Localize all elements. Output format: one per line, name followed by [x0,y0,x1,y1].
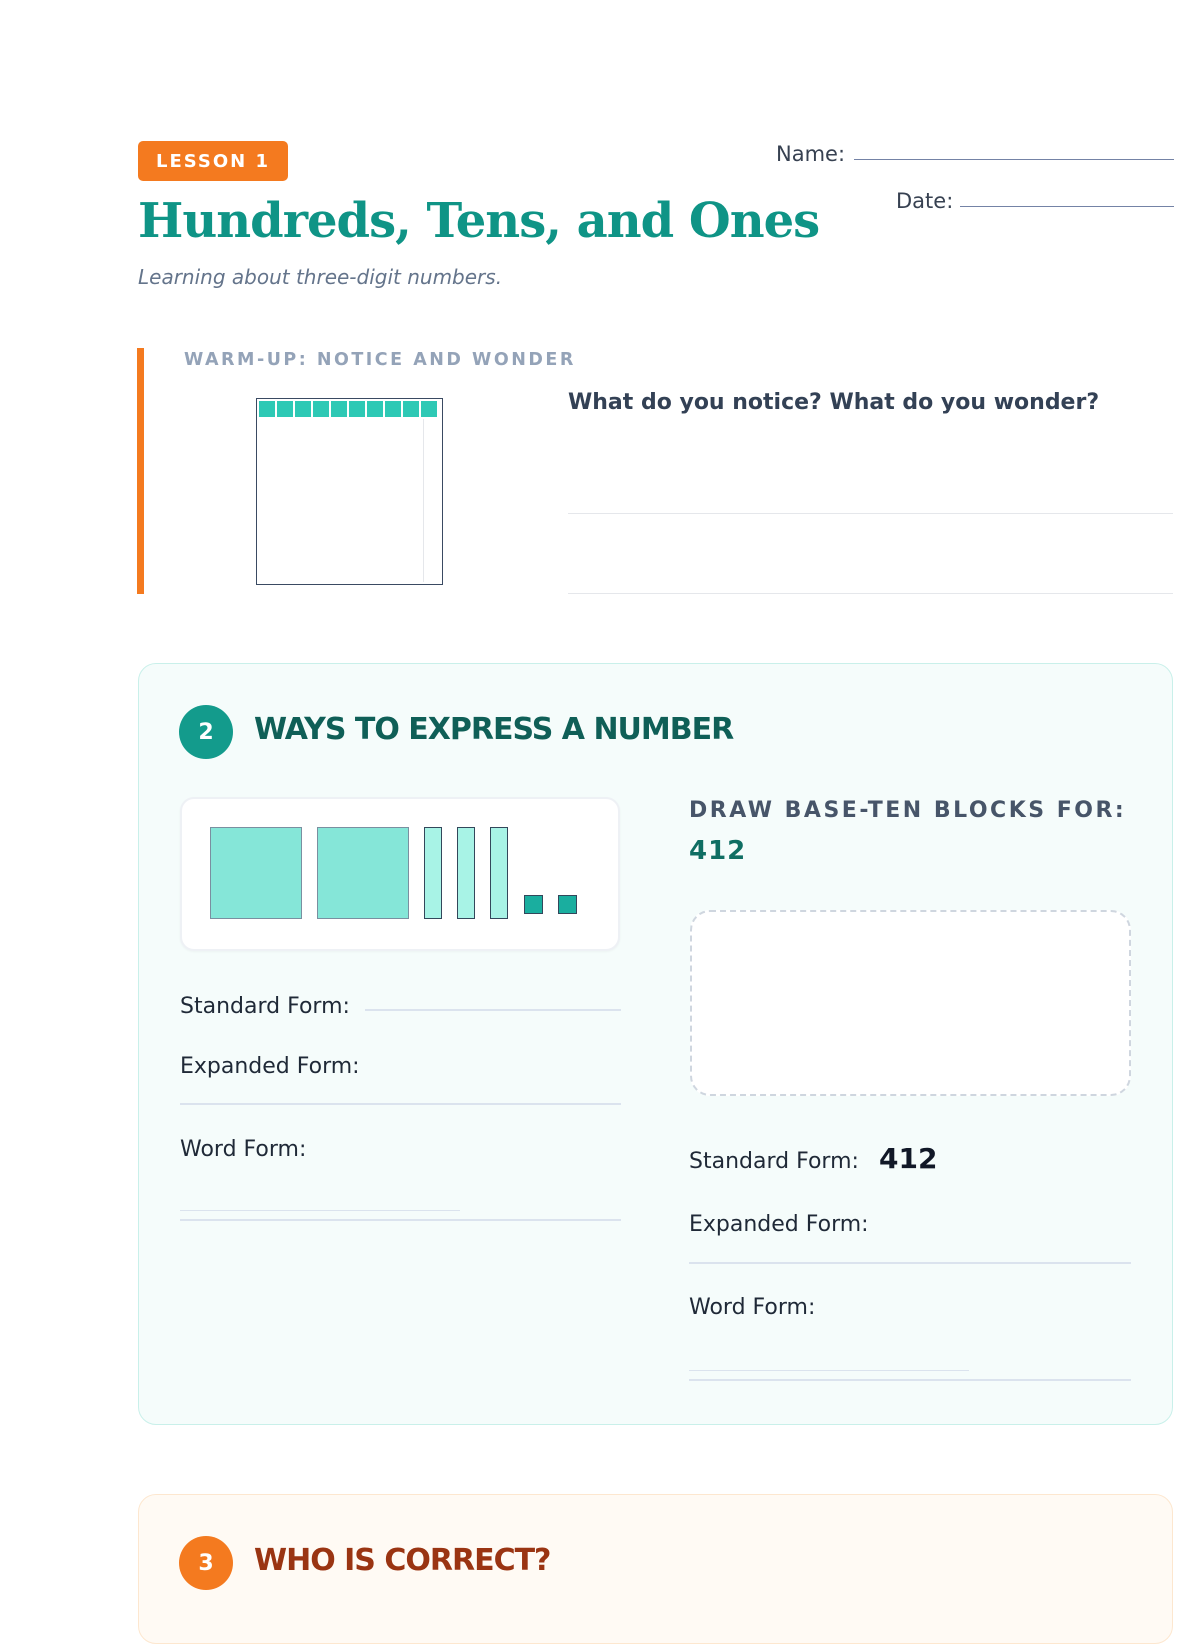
ten-rod [457,827,475,919]
warmup-answer-line-2[interactable] [568,593,1173,594]
expanded-form-label: Expanded Form: [180,1054,360,1079]
one-cube [524,895,543,914]
standard-form-label: Standard Form: [180,994,350,1019]
warmup-answer-line-1[interactable] [568,513,1173,514]
section-3-title: WHO IS CORRECT? [254,1543,551,1578]
word-form-label: Word Form: [689,1295,816,1320]
word-form-label: Word Form: [180,1137,307,1162]
warmup-accent-bar [137,348,144,594]
base-ten-blocks-card [180,797,620,951]
drawing-area[interactable] [690,910,1131,1096]
standard-form-label: Standard Form: [689,1149,859,1174]
ten-rod [424,827,442,919]
standard-form-value: 412 [879,1142,938,1175]
expanded-form-input-line[interactable] [689,1262,1131,1264]
word-form-input-line-short[interactable] [180,1210,460,1211]
draw-blocks-number: 412 [689,836,747,866]
name-label: Name: [776,142,846,166]
expanded-form-input-line[interactable] [180,1103,621,1105]
warmup-heading: WARM-UP: NOTICE AND WONDER [184,350,576,370]
word-form-input-line-short[interactable] [689,1370,969,1371]
ten-rod [490,827,508,919]
ten-rod-strip [259,401,437,417]
hundred-block [210,827,302,919]
word-form-input-line[interactable] [689,1379,1131,1381]
date-field[interactable] [960,206,1174,207]
date-label: Date: [896,189,954,213]
page-subtitle: Learning about three-digit numbers. [138,265,503,289]
section-2-title: WAYS TO EXPRESS A NUMBER [254,712,734,747]
draw-blocks-heading: DRAW BASE-TEN BLOCKS FOR: [689,798,1127,823]
hundred-block [317,827,409,919]
lesson-badge: LESSON 1 [138,141,288,181]
warmup-prompt: What do you notice? What do you wonder? [568,390,1100,415]
expanded-form-label: Expanded Form: [689,1212,869,1237]
section-3-number: 3 [179,1536,233,1590]
word-form-input-line[interactable] [180,1219,621,1221]
hundred-flat-illustration [256,398,443,585]
section-2-number: 2 [179,705,233,759]
name-field[interactable] [854,159,1174,160]
standard-form-input-line[interactable] [365,1009,621,1011]
one-cube [558,895,577,914]
page-title: Hundreds, Tens, and Ones [138,193,820,249]
